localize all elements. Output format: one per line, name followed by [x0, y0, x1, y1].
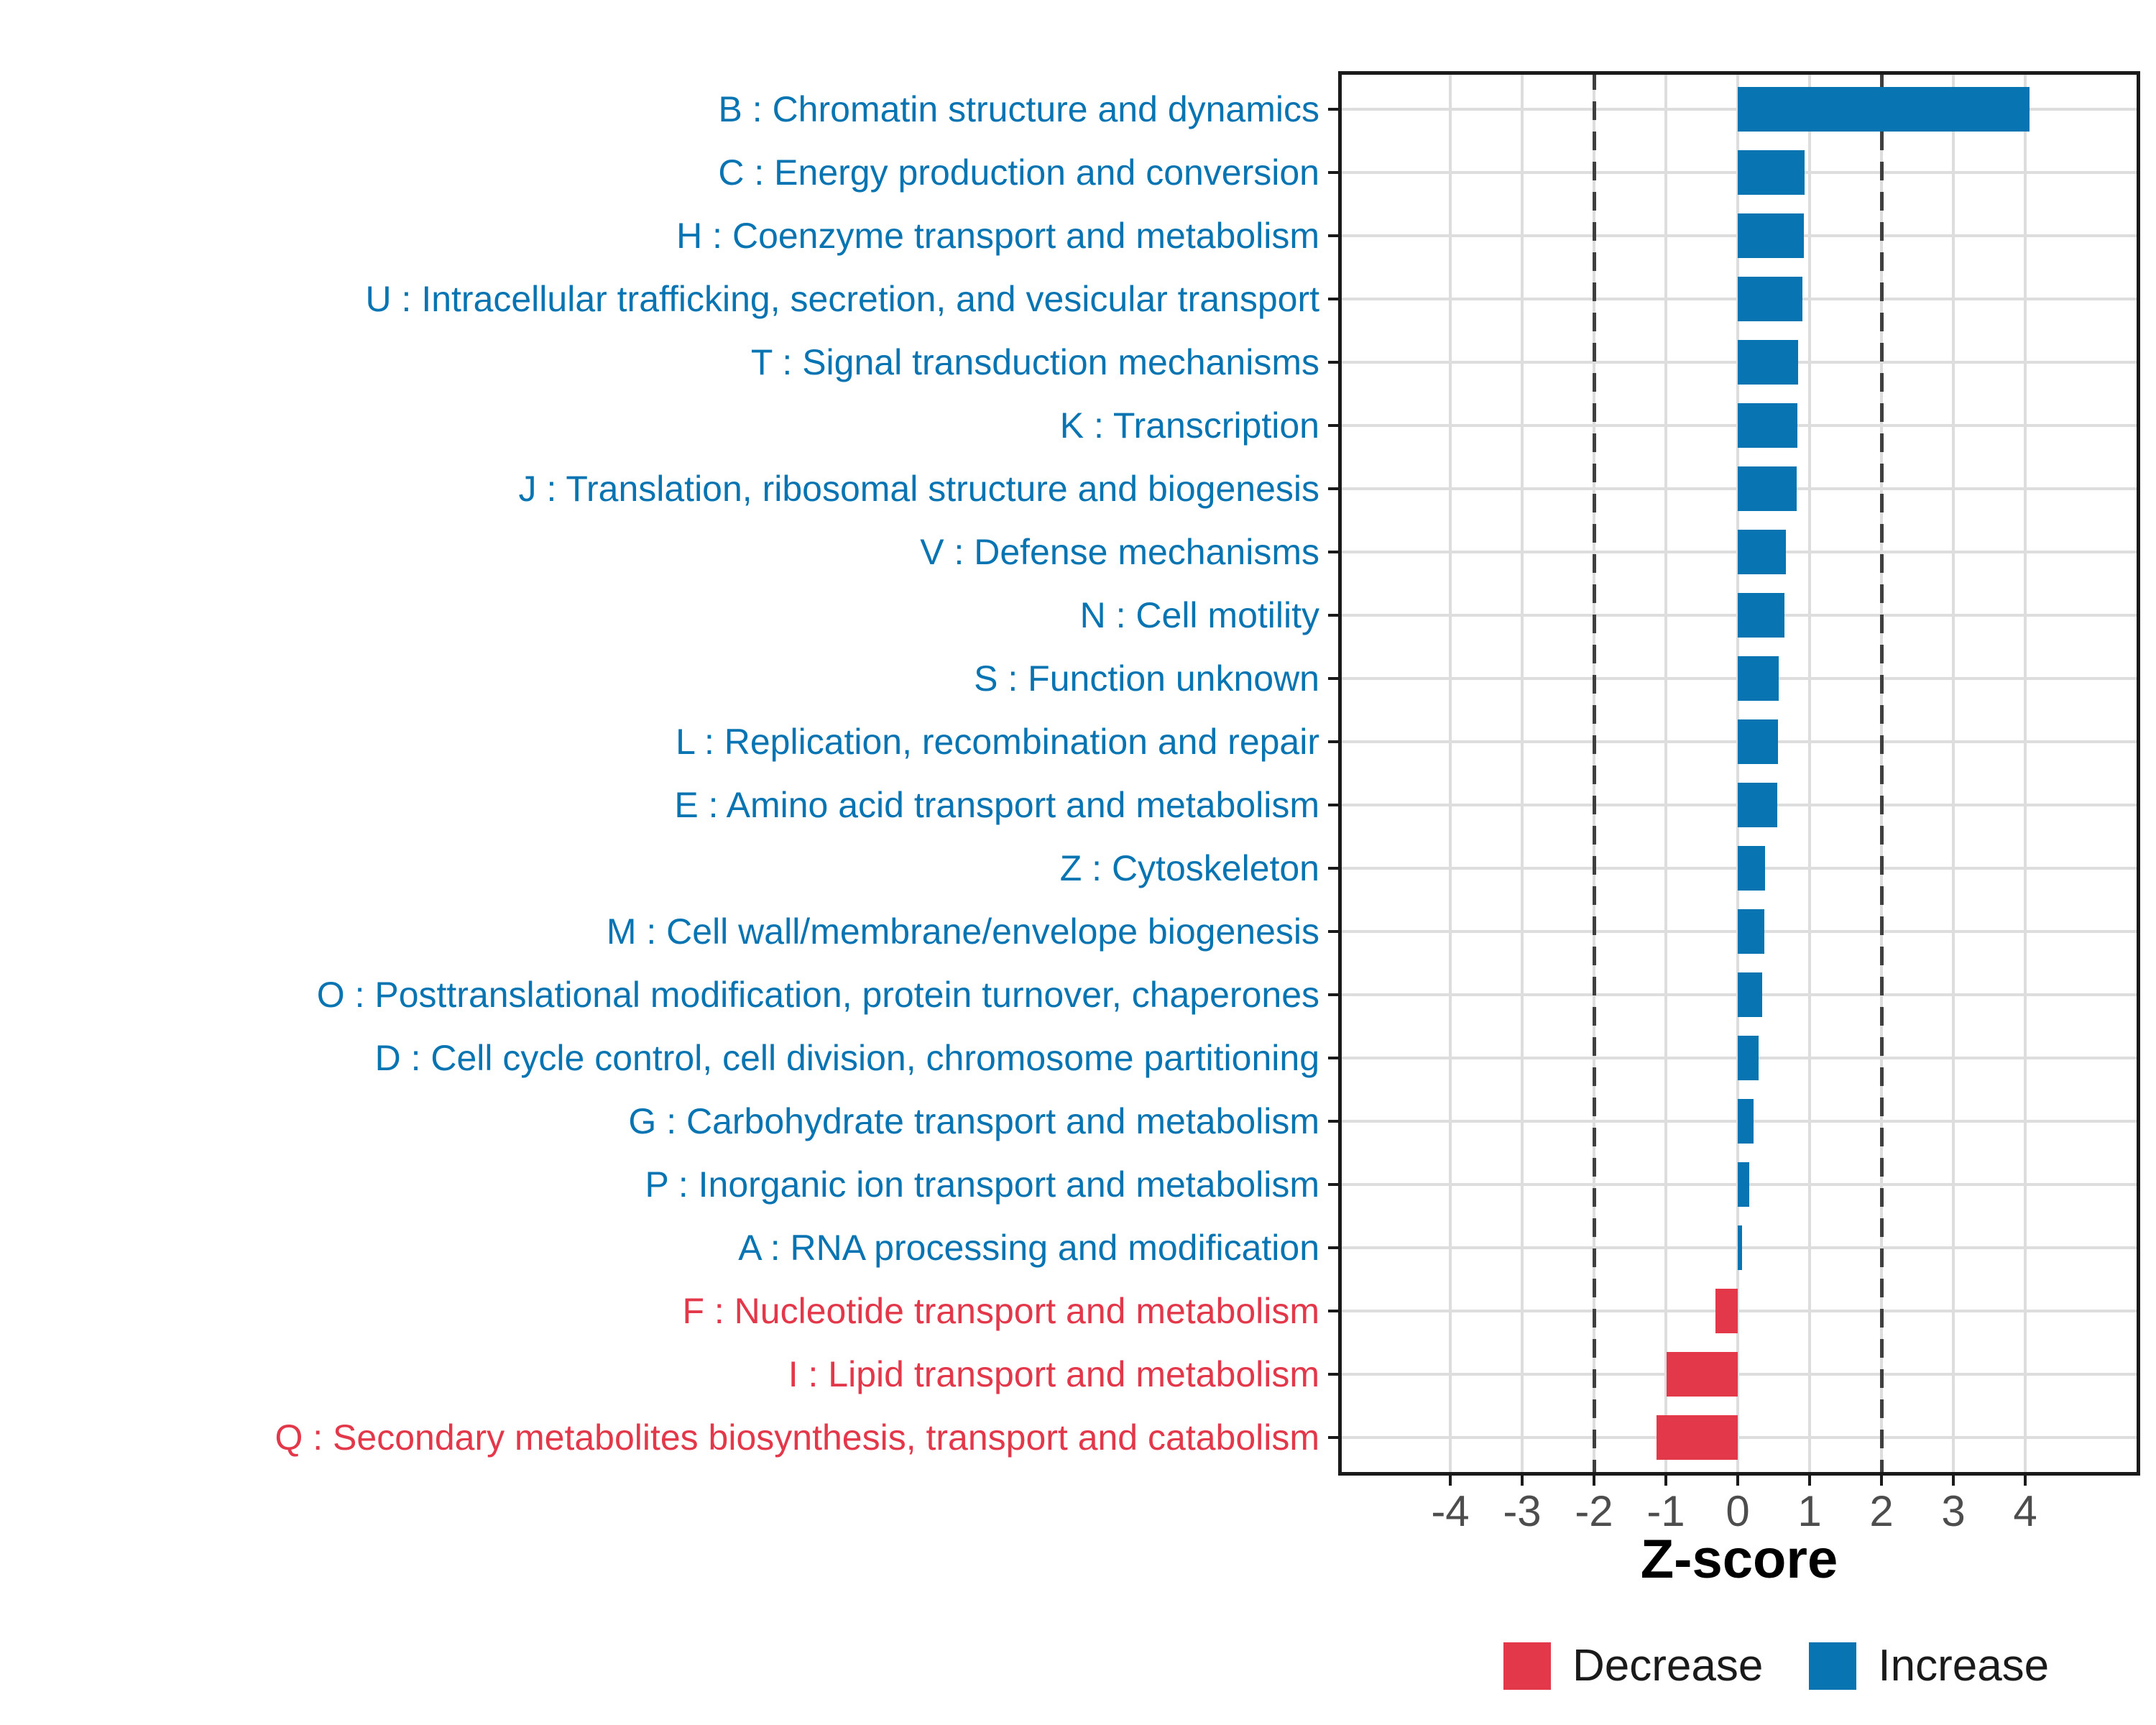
x-axis-tick-label: 1 — [1797, 1487, 1822, 1535]
y-axis-tick — [1328, 424, 1338, 427]
category-label-T: T : Signal transduction mechanisms — [750, 341, 1319, 382]
bar-J — [1738, 466, 1797, 511]
x-axis-tick-label: -1 — [1646, 1487, 1685, 1535]
horizontal-gridline — [1338, 1436, 2140, 1439]
category-label-F: F : Nucleotide transport and metabolism — [682, 1290, 1319, 1331]
category-label-A: A : RNA processing and modification — [738, 1227, 1319, 1268]
y-axis-tick — [1328, 1246, 1338, 1249]
x-axis-tick — [1952, 1476, 1955, 1486]
category-label-J: J : Translation, ribosomal structure and biogenesis — [518, 468, 1319, 509]
x-axis-title: Z-score — [1640, 1529, 1838, 1590]
y-axis-tick — [1328, 1057, 1338, 1059]
bar-S — [1738, 656, 1779, 701]
horizontal-gridline — [1338, 1310, 2140, 1312]
bar-U — [1738, 277, 1802, 321]
category-label-I: I : Lipid transport and metabolism — [788, 1353, 1319, 1394]
x-axis-tick — [1593, 1476, 1595, 1486]
bar-Z — [1738, 846, 1765, 891]
x-axis-tick — [2024, 1476, 2027, 1486]
legend-label-increase: Increase — [1878, 1641, 2050, 1690]
bar-P — [1738, 1162, 1749, 1207]
bar-N — [1738, 593, 1784, 638]
threshold-dashed-line — [1880, 71, 1884, 1476]
category-label-K: K : Transcription — [1059, 405, 1319, 446]
vertical-gridline — [1521, 71, 1524, 1476]
x-axis-tick-label: 4 — [2013, 1487, 2037, 1535]
category-label-Q: Q : Secondary metabolites biosynthesis, transport and catabolism — [275, 1417, 1319, 1458]
x-axis-tick-label: -3 — [1503, 1487, 1542, 1535]
y-axis-tick — [1328, 1120, 1338, 1123]
y-axis-tick — [1328, 551, 1338, 553]
category-label-P: P : Inorganic ion transport and metabolism — [645, 1164, 1319, 1205]
category-label-U: U : Intracellular trafficking, secretion, and vesicular transport — [365, 278, 1319, 319]
bar-E — [1738, 783, 1777, 827]
y-axis-tick — [1328, 1183, 1338, 1186]
legend-label-decrease: Decrease — [1572, 1641, 1764, 1690]
category-label-N: N : Cell motility — [1079, 594, 1319, 635]
category-label-L: L : Replication, recombination and repair — [676, 721, 1319, 762]
category-label-H: H : Coenzyme transport and metabolism — [676, 215, 1319, 256]
bar-D — [1738, 1036, 1759, 1080]
category-label-D: D : Cell cycle control, cell division, chromosome partitioning — [374, 1037, 1319, 1078]
vertical-gridline — [2024, 71, 2027, 1476]
y-axis-tick — [1328, 298, 1338, 300]
y-axis-tick — [1328, 361, 1338, 364]
category-label-V: V : Defense mechanisms — [920, 531, 1319, 572]
bar-C — [1738, 150, 1805, 195]
y-axis-tick — [1328, 677, 1338, 680]
bar-B — [1738, 87, 2030, 132]
bar-K — [1738, 403, 1797, 448]
vertical-gridline — [1449, 71, 1452, 1476]
x-axis-tick-label: 2 — [1869, 1487, 1894, 1535]
category-label-S: S : Function unknown — [974, 658, 1319, 699]
threshold-dashed-line — [1593, 71, 1596, 1476]
legend — [1503, 1642, 2049, 1690]
bar-I — [1667, 1352, 1738, 1397]
bar-V — [1738, 530, 1786, 574]
category-label-M: M : Cell wall/membrane/envelope biogenesis — [606, 911, 1319, 952]
legend-swatch-increase — [1809, 1642, 1856, 1690]
bar-T — [1738, 340, 1798, 385]
y-axis-tick — [1328, 1310, 1338, 1312]
y-axis-tick — [1328, 1373, 1338, 1376]
vertical-gridline — [1952, 71, 1955, 1476]
y-axis-tick — [1328, 930, 1338, 933]
x-axis-tick-label: 0 — [1726, 1487, 1750, 1535]
bar-G — [1738, 1099, 1754, 1144]
x-axis-tick-label: 3 — [1941, 1487, 1966, 1535]
category-label-Z: Z : Cytoskeleton — [1059, 847, 1319, 888]
y-axis-tick — [1328, 993, 1338, 996]
bar-M — [1738, 909, 1764, 954]
vertical-gridline — [1664, 71, 1667, 1476]
x-axis-tick-label: -2 — [1575, 1487, 1613, 1535]
category-label-E: E : Amino acid transport and metabolism — [674, 784, 1319, 825]
y-axis-tick — [1328, 108, 1338, 111]
category-label-C: C : Energy production and conversion — [718, 152, 1319, 193]
bar-O — [1738, 972, 1762, 1017]
x-axis-tick — [1880, 1476, 1883, 1486]
y-axis-tick — [1328, 234, 1338, 237]
bar-H — [1738, 213, 1804, 258]
x-axis-tick — [1664, 1476, 1667, 1486]
bar-A — [1738, 1225, 1742, 1270]
y-axis-tick — [1328, 614, 1338, 617]
x-axis-tick — [1736, 1476, 1739, 1486]
category-label-G: G : Carbohydrate transport and metabolism — [628, 1100, 1319, 1141]
y-axis-tick — [1328, 740, 1338, 743]
bar-L — [1738, 719, 1778, 764]
category-label-B: B : Chromatin structure and dynamics — [718, 88, 1319, 129]
x-axis-tick-label: -4 — [1431, 1487, 1470, 1535]
y-axis-tick — [1328, 487, 1338, 490]
y-axis-tick — [1328, 1436, 1338, 1439]
legend-swatch-decrease — [1503, 1642, 1551, 1690]
x-axis-tick — [1808, 1476, 1811, 1486]
vertical-gridline — [1808, 71, 1811, 1476]
horizontal-gridline — [1338, 1373, 2140, 1376]
bar-F — [1715, 1289, 1738, 1333]
x-axis-tick — [1521, 1476, 1524, 1486]
bar-Q — [1657, 1415, 1738, 1460]
y-axis-tick — [1328, 867, 1338, 870]
category-label-O: O : Posttranslational modification, protein turnover, chaperones — [316, 974, 1319, 1015]
y-axis-tick — [1328, 171, 1338, 174]
y-axis-tick — [1328, 804, 1338, 806]
x-axis-tick — [1449, 1476, 1452, 1486]
